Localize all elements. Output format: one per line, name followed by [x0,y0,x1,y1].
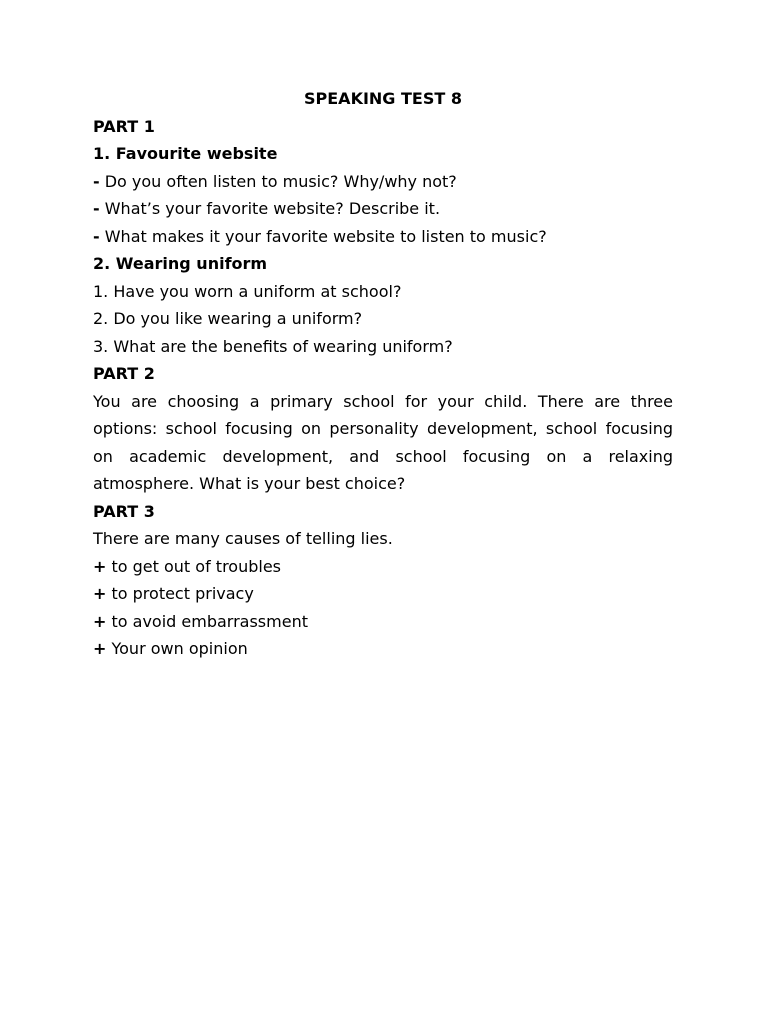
part3-heading: PART 3 [93,501,155,521]
question-line [93,168,673,196]
question-text: Do you often listen to music? Why/why not? [99,171,457,191]
list-item [93,580,673,608]
question-bullet: - [93,226,100,246]
list-item [93,635,673,663]
list-item-text: to get out of troubles [106,556,282,576]
question-line: 2. Do you like wearing a uniform? [93,309,363,328]
question-text: What makes it your favorite website to listen to music? [99,226,547,246]
plus-bullet: + [93,611,107,631]
question-line [93,223,673,251]
question-line [93,195,673,223]
list-item [93,553,673,581]
plus-bullet: + [93,556,107,576]
plus-bullet: + [93,584,107,603]
document-page [93,85,673,663]
list-item-text: Your own opinion [106,639,248,658]
part2-paragraph: You are choosing a primary school for your child. There are three options: school focusing on personality development, school focusing on academic development, and school focusing on a relaxing atmosphere. What is your best choice? [93,391,673,493]
part2-heading: PART 2 [93,364,155,383]
document-title: SPEAKING TEST 8 [304,89,462,108]
topic1-heading: 1. Favourite website [93,144,278,163]
question-line: 1. Have you worn a uniform at school? [93,281,402,301]
question-bullet: - [93,171,100,191]
question-line: 3. What are the benefits of wearing uniform? [93,336,453,356]
list-item [93,608,673,636]
list-item-text: to avoid embarrassment [106,611,308,631]
part3-intro: There are many causes of telling lies. [93,529,393,548]
list-item-text: to protect privacy [106,584,254,603]
question-bullet: - [93,199,100,218]
question-text: What’s your favorite website? Describe it. [99,199,441,218]
part1-heading: PART 1 [93,116,155,136]
topic2-heading: 2. Wearing uniform [93,254,268,273]
plus-bullet: + [93,639,107,658]
